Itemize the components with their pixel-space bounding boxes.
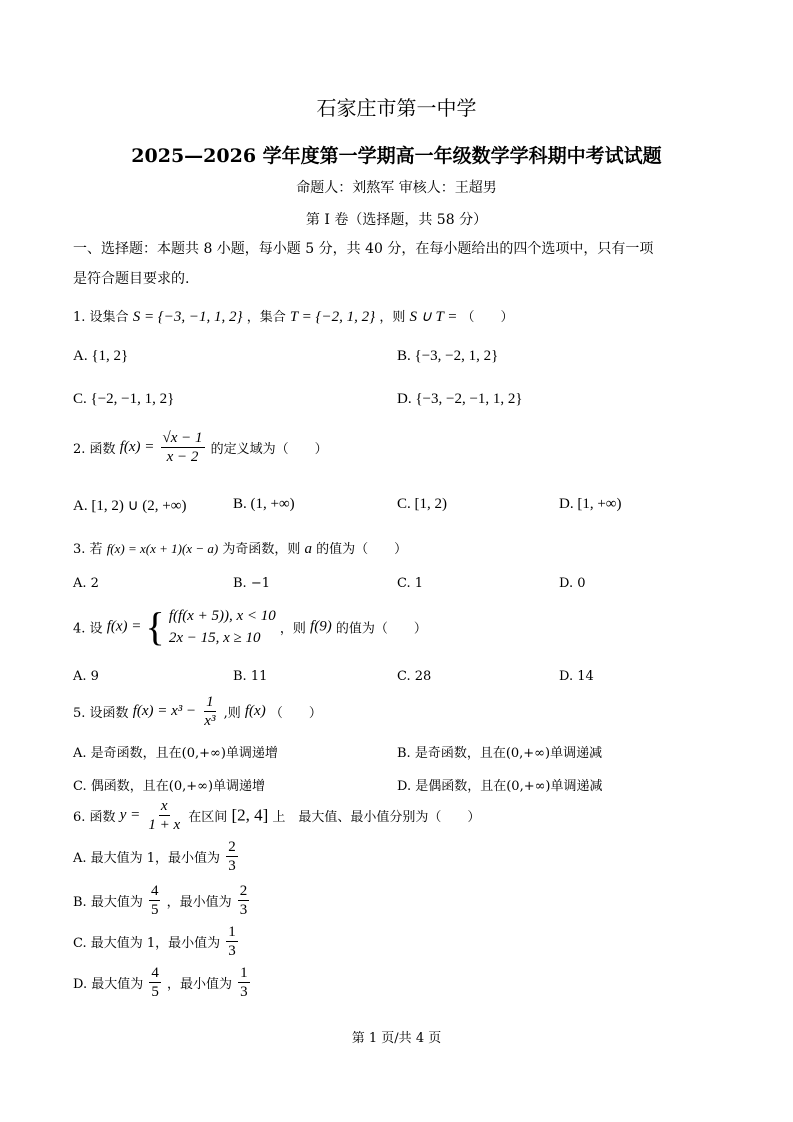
q5-numerator: 1 <box>206 694 214 710</box>
q6-option-d-min-num: 1 <box>240 965 248 981</box>
q3-option-c: C. 1 <box>397 576 424 591</box>
q1-expr: S ∪ T = <box>409 309 458 325</box>
q5-mid: ,则 <box>223 706 241 721</box>
q5-fraction <box>202 693 217 730</box>
q6-option-d-min-fraction <box>238 964 250 1001</box>
q2-fraction <box>161 429 205 466</box>
q3-mid: 为奇函数，则 <box>222 542 301 557</box>
section-instructions-line1: 一、选择题：本题共 8 小题，每小题 5 分，共 40 分，在每小题给出的四个选项中，只有一项 <box>73 241 654 257</box>
question-6 <box>73 797 480 834</box>
q6-option-b-min-den: 3 <box>239 902 248 918</box>
question-4 <box>73 605 427 649</box>
q2-denominator: x − 2 <box>166 449 199 465</box>
q1-set-s: S = {−3, −1, 1, 2} <box>132 309 243 325</box>
q4-func: f(x) = <box>106 618 142 635</box>
q2-func: f(x) = <box>119 439 155 455</box>
school-name: 石家庄市第一中学 <box>316 96 477 120</box>
q5-denominator: x³ <box>204 713 216 729</box>
question-3 <box>73 538 407 558</box>
q6-denominator: 1 + x <box>148 817 181 833</box>
q2-tail: 的定义域为（ ） <box>210 442 328 457</box>
q6-option-a-min-fraction <box>226 838 238 875</box>
q6-option-c-min-den: 3 <box>228 943 236 959</box>
q2-numerator: √x − 1 <box>162 430 203 446</box>
q1-option-c: C. {−2, −1, 1, 2} <box>73 391 175 407</box>
q1-set-t: T = {−2, 1, 2} <box>289 309 376 325</box>
q5-prefix: 5. 设函数 <box>73 706 129 721</box>
q1-option-b: B. {−3, −2, 1, 2} <box>397 348 499 364</box>
q3-prefix: 3. 若 <box>73 542 103 557</box>
q6-func: y = <box>119 807 141 823</box>
q1-prefix: 1. 设集合 <box>73 310 129 325</box>
q5-paren: （ ） <box>269 706 322 721</box>
q6-option-b-max-den: 5 <box>150 902 159 918</box>
q5-option-b: B. 是奇函数，且在(0,+∞)单调递减 <box>397 746 603 761</box>
q1-paren: （ ） <box>461 310 514 325</box>
authors-line: 命题人：刘熬军 审核人：王超男 <box>296 180 497 196</box>
q6-option-c-min-fraction <box>226 923 238 960</box>
q1-option-a: A. {1, 2} <box>73 348 129 364</box>
q6-fraction <box>146 797 182 834</box>
q6-option-a-min-den: 3 <box>228 858 236 874</box>
question-1 <box>73 306 514 326</box>
q6-option-c-text: C. 最大值为 1，最小值为 <box>73 936 221 951</box>
q1-option-d: D. {−3, −2, −1, 1, 2} <box>397 391 523 407</box>
q5-option-a: A. 是奇函数，且在(0,+∞)单调递增 <box>73 746 278 761</box>
q5-option-d: D. 是偶函数，且在(0,+∞)单调递减 <box>397 779 603 794</box>
q6-option-b-min-num: 2 <box>239 883 248 899</box>
q3-option-b: B. −1 <box>233 576 270 591</box>
q4-case-1: f(f(x + 5)), x < 10 <box>168 608 276 624</box>
q6-option-a <box>73 838 240 875</box>
q4-eval: f(9) <box>310 618 332 635</box>
volume-line: 第 I 卷（选择题，共 58 分） <box>305 212 488 228</box>
q6-option-b-max-fraction <box>149 882 161 919</box>
q4-case-2: 2x − 15, x ≥ 10 <box>168 630 261 646</box>
q6-option-d-max-num: 4 <box>151 965 159 981</box>
q2-prefix: 2. 函数 <box>73 442 116 457</box>
q6-option-b-mid: ，最小值为 <box>166 895 232 910</box>
q6-option-d-max-den: 5 <box>151 984 159 1000</box>
q3-func: f(x) = x(x + 1)(x − a) <box>106 541 219 556</box>
q4-tail: 的值为（ ） <box>335 621 427 637</box>
q2-option-b: B. (1, +∞) <box>233 496 295 512</box>
q4-mid: ，则 <box>279 621 306 637</box>
q4-option-b: B. 11 <box>233 669 268 684</box>
q3-option-d: D. 0 <box>559 576 586 591</box>
q4-option-c: C. 28 <box>397 669 432 684</box>
q6-interval: [2, 4] <box>231 805 269 825</box>
q4-prefix: 4. 设 <box>73 621 103 637</box>
q6-option-d-mid: ，最小值为 <box>167 977 233 992</box>
q1-tail: ，则 <box>379 310 406 325</box>
q6-option-a-min-num: 2 <box>228 839 236 855</box>
q6-option-b-min-fraction <box>238 882 250 919</box>
q4-option-a: A. 9 <box>73 669 99 684</box>
exam-title: 2025—2026 学年度第一学期高一年级数学学科期中考试试题 <box>131 145 662 167</box>
q5-eval: f(x) <box>244 703 266 719</box>
q6-tail: 上 最大值、最小值分别为（ ） <box>272 810 481 825</box>
q3-var: a <box>304 541 312 557</box>
q4-left-brace: { <box>145 604 165 649</box>
question-5 <box>73 693 322 730</box>
q4-cases <box>169 605 276 649</box>
q6-option-b-text: B. 最大值为 <box>73 895 143 910</box>
q6-option-d-min-den: 3 <box>240 984 248 1000</box>
q6-option-b <box>73 882 251 919</box>
q6-option-d-text: D. 最大值为 <box>73 977 144 992</box>
q6-option-d-max-fraction <box>149 964 161 1001</box>
q6-numerator: x <box>160 798 168 814</box>
q3-tail: 的值为（ ） <box>316 542 408 557</box>
q6-prefix: 6. 函数 <box>73 810 116 825</box>
q6-mid: 在区间 <box>188 810 228 825</box>
q2-option-d: D. [1, +∞) <box>559 496 622 512</box>
q2-option-a: A. [1, 2) ∪ (2, +∞) <box>73 498 187 514</box>
question-2 <box>73 429 328 466</box>
q5-func: f(x) = x³ − <box>132 703 197 719</box>
q1-mid: ，集合 <box>246 310 286 325</box>
q6-option-c <box>73 923 240 960</box>
q4-option-d: D. 14 <box>559 669 594 684</box>
q2-option-c: C. [1, 2) <box>397 496 447 512</box>
section-instructions-line2: 是符合题目要求的. <box>73 271 190 287</box>
q3-option-a: A. 2 <box>73 576 99 591</box>
q5-option-c: C. 偶函数，且在(0,+∞)单调递增 <box>73 779 266 794</box>
q6-option-a-text: A. 最大值为 1，最小值为 <box>73 851 221 866</box>
q6-option-d <box>73 964 252 1001</box>
page-footer: 第 1 页/共 4 页 <box>351 1031 442 1046</box>
q6-option-b-max-num: 4 <box>150 883 159 899</box>
q6-option-c-min-num: 1 <box>228 924 236 940</box>
